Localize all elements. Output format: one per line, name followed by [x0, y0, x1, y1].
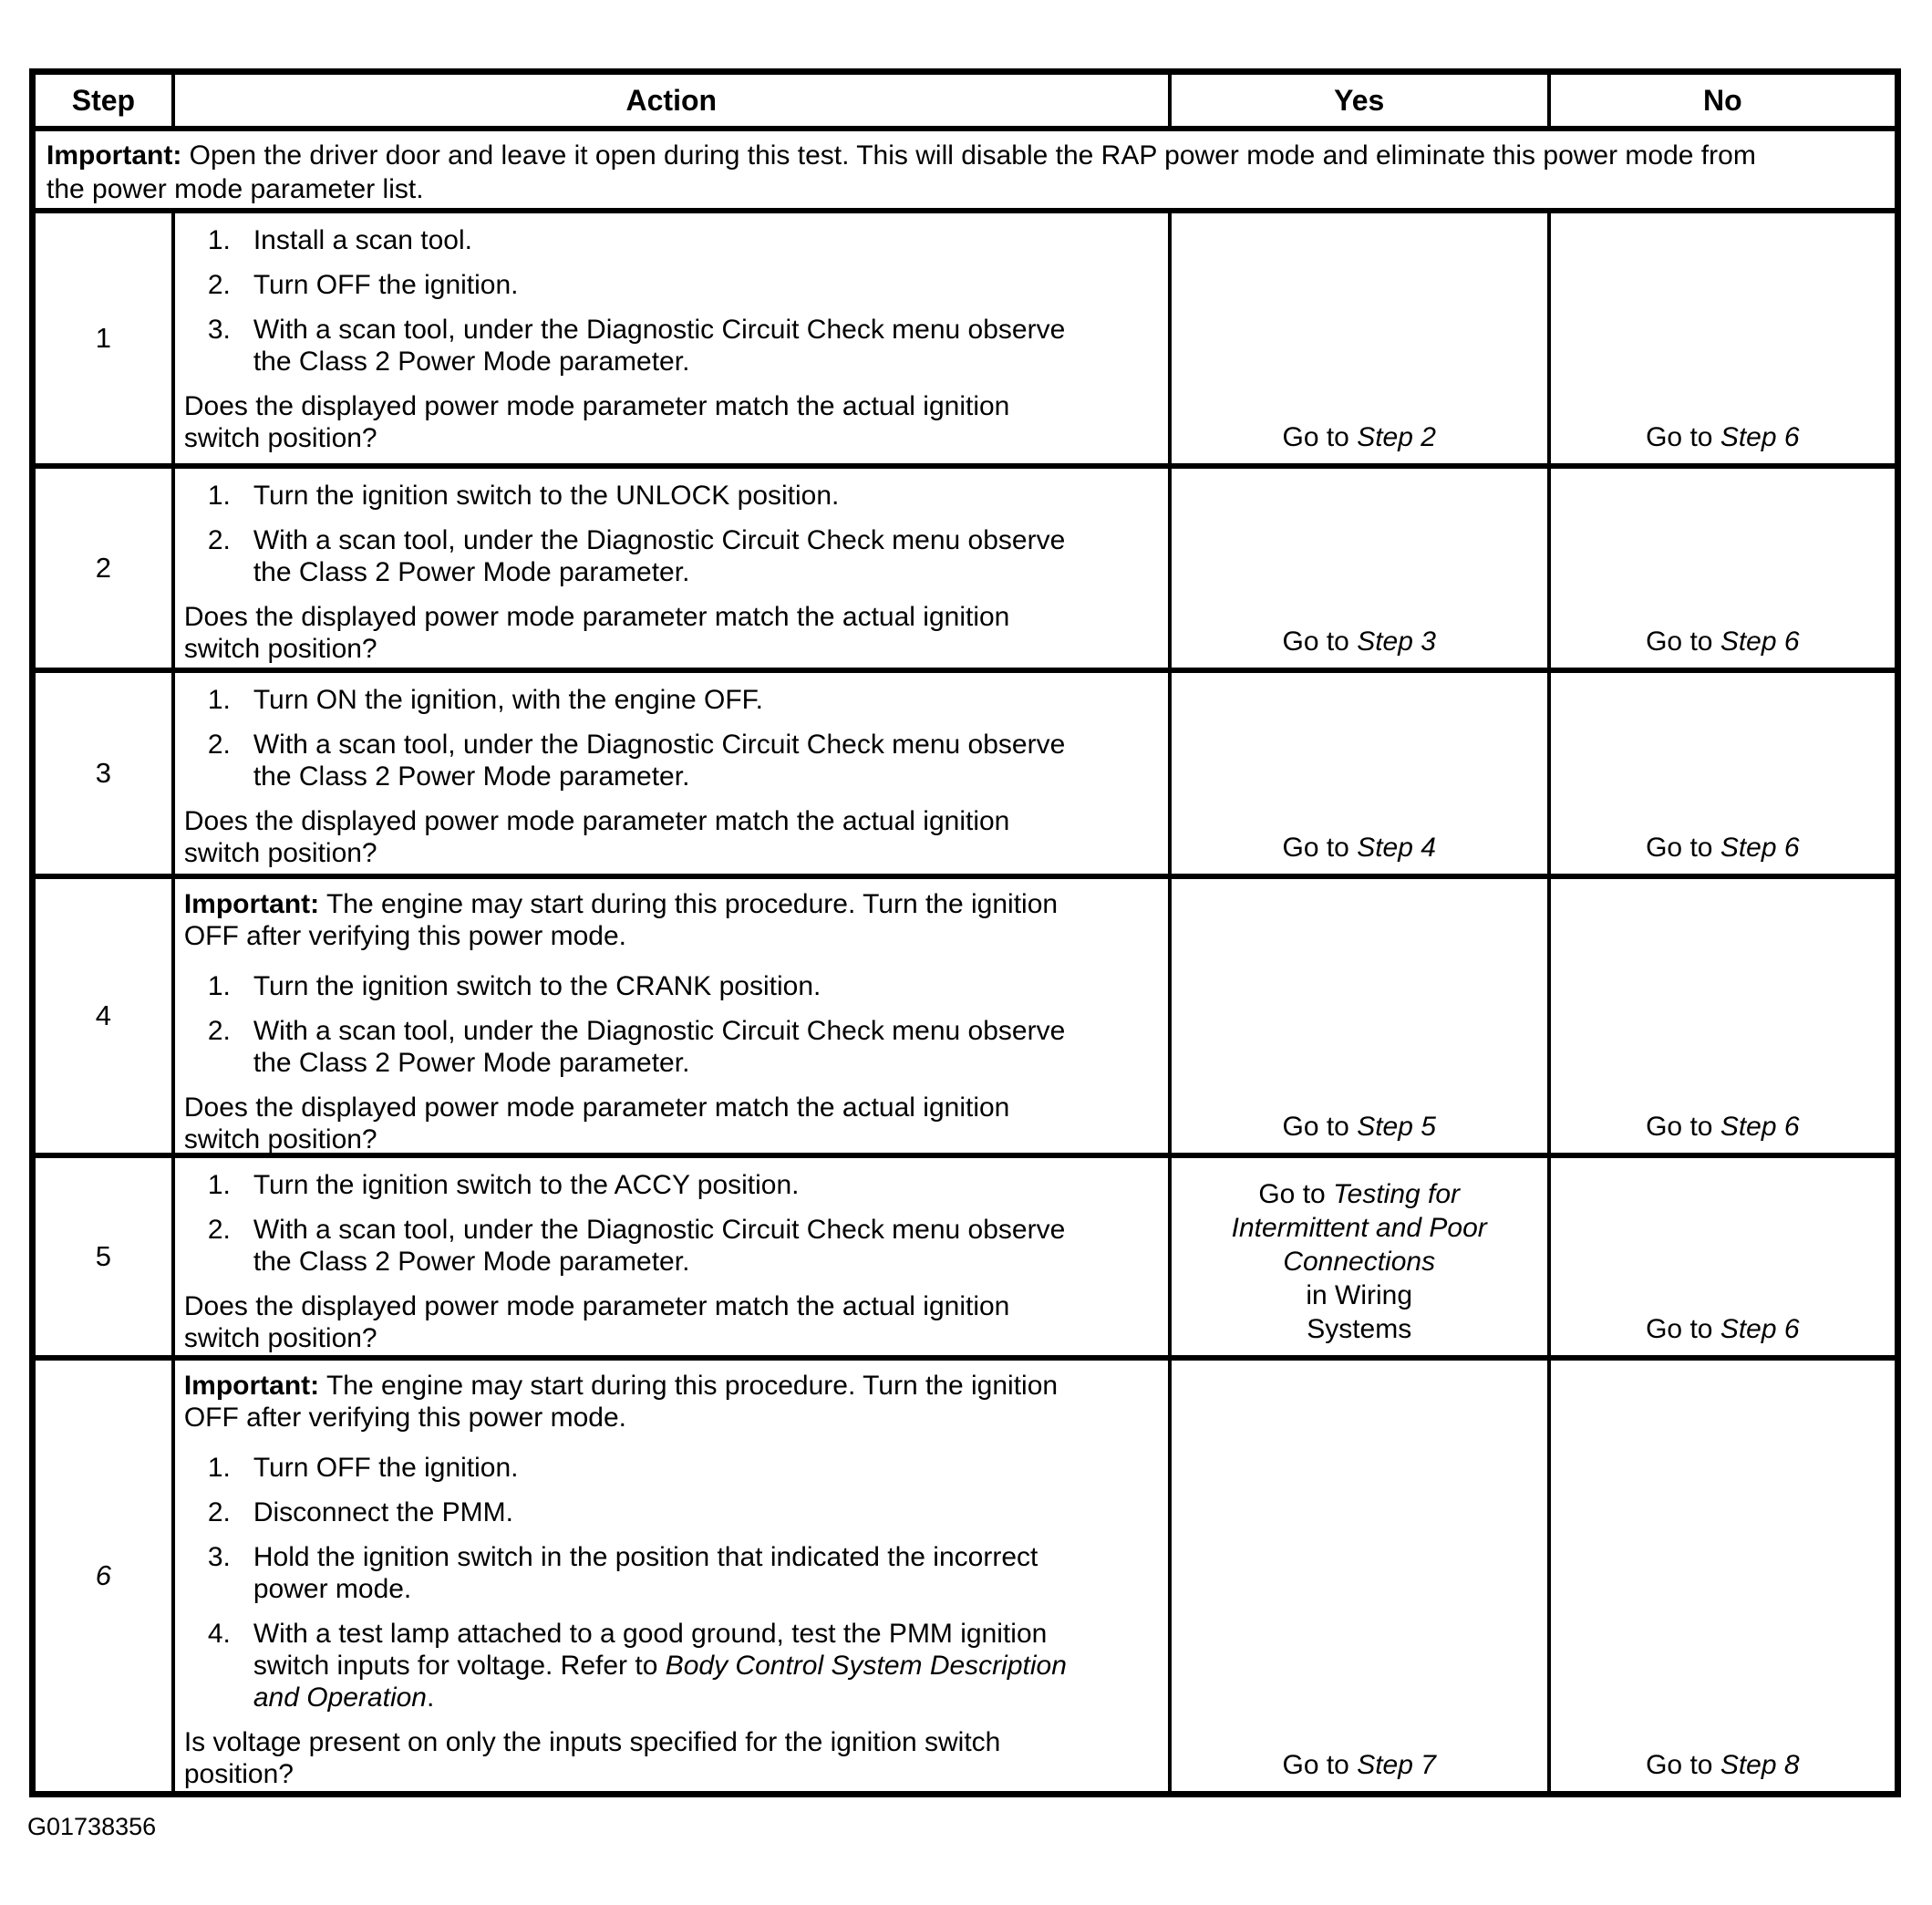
step-number: 3 [95, 757, 112, 789]
action-item [184, 480, 1159, 512]
goto-target: Step 6 [1720, 1112, 1800, 1142]
item-number: 1. [207, 481, 231, 511]
goto-target: Step 6 [1720, 422, 1800, 452]
item-text-reference: Body Control System Description and Operation [253, 1651, 1067, 1713]
step-question: Does the displayed power mode parameter match the actual ignition switch position? [183, 391, 1010, 453]
column-header-action: Action [171, 75, 1168, 126]
action-item [184, 729, 1159, 792]
item-number: 3. [207, 315, 231, 345]
goto-target: Step 2 [1357, 422, 1436, 452]
important-notice [36, 131, 1895, 208]
goto-text: Go to [1646, 833, 1720, 863]
action-item [184, 970, 1159, 1002]
item-number: 2. [207, 1215, 231, 1245]
step-question: Does the displayed power mode parameter match the actual ignition switch position? [183, 1092, 1010, 1153]
step-question: Does the displayed power mode parameter match the actual ignition switch position? [183, 806, 1010, 868]
item-text: Turn the ignition switch to the ACCY position. [253, 1170, 800, 1200]
item-text: Install a scan tool. [253, 225, 472, 255]
item-text: Turn ON the ignition, with the engine OFF. [253, 685, 764, 715]
step-number: 6 [95, 1559, 112, 1591]
item-text: Turn OFF the ignition. [253, 1453, 519, 1483]
goto-text: Go to [1282, 422, 1358, 452]
step-number: 5 [95, 1240, 112, 1272]
item-number: 1. [207, 1170, 231, 1200]
item-number: 1. [207, 1453, 231, 1483]
goto-text: Go to [1646, 1314, 1720, 1344]
no-cell [1547, 673, 1895, 874]
goto-text: Go to [1646, 1112, 1720, 1142]
action-item [184, 684, 1159, 716]
action-item [184, 1214, 1159, 1278]
action-item [184, 1015, 1159, 1079]
item-text-suffix: . [426, 1682, 435, 1713]
goto-text: Go to [1282, 1112, 1358, 1142]
goto-text: Systems [1307, 1314, 1412, 1344]
important-notice-row [36, 126, 1895, 208]
goto-reference [1232, 1177, 1487, 1346]
no-cell [1547, 1361, 1895, 1791]
important-note [184, 1370, 1078, 1434]
action-cell [171, 1361, 1168, 1791]
goto-target: Step 6 [1720, 833, 1800, 863]
important-text: The engine may start during this procedure. Turn the ignition OFF after verifying this power mode. [183, 889, 1059, 951]
step-row-3 [36, 668, 1895, 874]
action-item [184, 314, 1159, 378]
action-cell [171, 469, 1168, 668]
action-cell [171, 1158, 1168, 1355]
item-text: With a scan tool, under the Diagnostic Circuit Check menu observe the Class 2 Power Mode parameter. [253, 1215, 1066, 1277]
step-question: Does the displayed power mode parameter match the actual ignition switch position? [183, 1291, 1010, 1353]
step-number: 4 [95, 999, 112, 1031]
action-item [184, 1169, 1159, 1201]
no-cell [1547, 1158, 1895, 1355]
goto-target: Testing for [1333, 1179, 1461, 1209]
yes-cell [1168, 1158, 1547, 1355]
item-number: 2. [207, 730, 231, 760]
step-row-2 [36, 463, 1895, 668]
goto-target: Intermittent and Poor [1231, 1213, 1487, 1243]
goto-target: Step 3 [1357, 626, 1436, 657]
item-text [253, 1618, 1101, 1713]
item-text: Turn the ignition switch to the UNLOCK position. [253, 481, 840, 511]
diagnostic-procedure-table [29, 68, 1901, 1797]
goto-target: Step 8 [1720, 1750, 1800, 1780]
yes-cell [1168, 879, 1547, 1153]
goto-text: Go to [1282, 626, 1358, 657]
goto-text: Go to [1282, 833, 1358, 863]
step-row-5 [36, 1153, 1895, 1355]
item-number: 2. [207, 270, 231, 300]
goto-text: Go to [1282, 1750, 1358, 1780]
table-header-row [36, 75, 1895, 126]
yes-cell [1168, 1361, 1547, 1791]
item-text: Turn the ignition switch to the CRANK position. [253, 971, 821, 1001]
item-text: Disconnect the PMM. [253, 1497, 513, 1527]
item-text: With a scan tool, under the Diagnostic Circuit Check menu observe the Class 2 Power Mode parameter. [253, 315, 1066, 377]
important-note [184, 888, 1078, 952]
action-item [184, 224, 1159, 256]
action-cell [171, 879, 1168, 1153]
item-text: Hold the ignition switch in the position that indicated the incorrect power mode. [253, 1542, 1038, 1604]
column-header-no: No [1547, 75, 1895, 126]
figure-id-caption: G01738356 [27, 1813, 157, 1840]
action-item [184, 1618, 1159, 1713]
goto-target: Connections [1283, 1247, 1436, 1277]
column-header-step: Step [71, 83, 136, 117]
action-item [184, 1452, 1159, 1484]
important-label: Important: [183, 1371, 320, 1401]
step-row-4 [36, 874, 1895, 1153]
goto-text: Go to [1646, 422, 1720, 452]
item-number: 1. [207, 685, 231, 715]
item-text: With a scan tool, under the Diagnostic Circuit Check menu observe the Class 2 Power Mode parameter. [253, 1016, 1066, 1078]
step-row-6 [36, 1355, 1895, 1791]
step-number: 1 [95, 322, 112, 354]
important-label: Important: [46, 140, 182, 171]
yes-cell [1168, 213, 1547, 463]
item-number: 1. [207, 971, 231, 1001]
item-number: 4. [207, 1619, 231, 1649]
item-number: 2. [207, 525, 231, 555]
goto-text: in Wiring [1306, 1280, 1413, 1310]
step-question: Does the displayed power mode parameter match the actual ignition switch position? [183, 602, 1010, 664]
step-question: Is voltage present on only the inputs specified for the ignition switch position? [183, 1727, 1001, 1789]
goto-target: Step 4 [1357, 833, 1436, 863]
yes-cell [1168, 673, 1547, 874]
item-number: 1. [207, 225, 231, 255]
goto-target: Step 5 [1357, 1112, 1436, 1142]
goto-target: Step 6 [1720, 626, 1800, 657]
important-label: Important: [183, 889, 320, 919]
goto-text: Go to [1646, 626, 1720, 657]
no-cell [1547, 213, 1895, 463]
no-cell [1547, 469, 1895, 668]
goto-text: Go to [1258, 1179, 1334, 1209]
action-cell [171, 213, 1168, 463]
step-number: 2 [95, 552, 112, 584]
goto-text: Go to [1646, 1750, 1720, 1780]
yes-cell [1168, 469, 1547, 668]
step-row-1 [36, 208, 1895, 463]
item-text: With a scan tool, under the Diagnostic Circuit Check menu observe the Class 2 Power Mode parameter. [253, 730, 1066, 792]
action-item [184, 524, 1159, 588]
item-number: 3. [207, 1542, 231, 1572]
action-item [184, 1496, 1159, 1528]
column-header-yes: Yes [1168, 75, 1547, 126]
item-text-plain: With a test lamp attached to a good ground, test the PMM ignition switch inputs for voltage. Refer to [253, 1619, 1048, 1681]
no-cell [1547, 879, 1895, 1153]
important-text: Open the driver door and leave it open during this test. This will disable the RAP power mode and eliminate this power mode from the power mode parameter list. [46, 140, 1756, 204]
action-cell [171, 673, 1168, 874]
action-item [184, 269, 1159, 301]
goto-target: Step 7 [1357, 1750, 1436, 1780]
goto-target: Step 6 [1720, 1314, 1800, 1344]
action-item [184, 1541, 1159, 1605]
important-text: The engine may start during this procedure. Turn the ignition OFF after verifying this power mode. [183, 1371, 1059, 1433]
item-text: Turn OFF the ignition. [253, 270, 519, 300]
item-number: 2. [207, 1016, 231, 1046]
item-text: With a scan tool, under the Diagnostic Circuit Check menu observe the Class 2 Power Mode parameter. [253, 525, 1066, 587]
item-number: 2. [207, 1497, 231, 1527]
